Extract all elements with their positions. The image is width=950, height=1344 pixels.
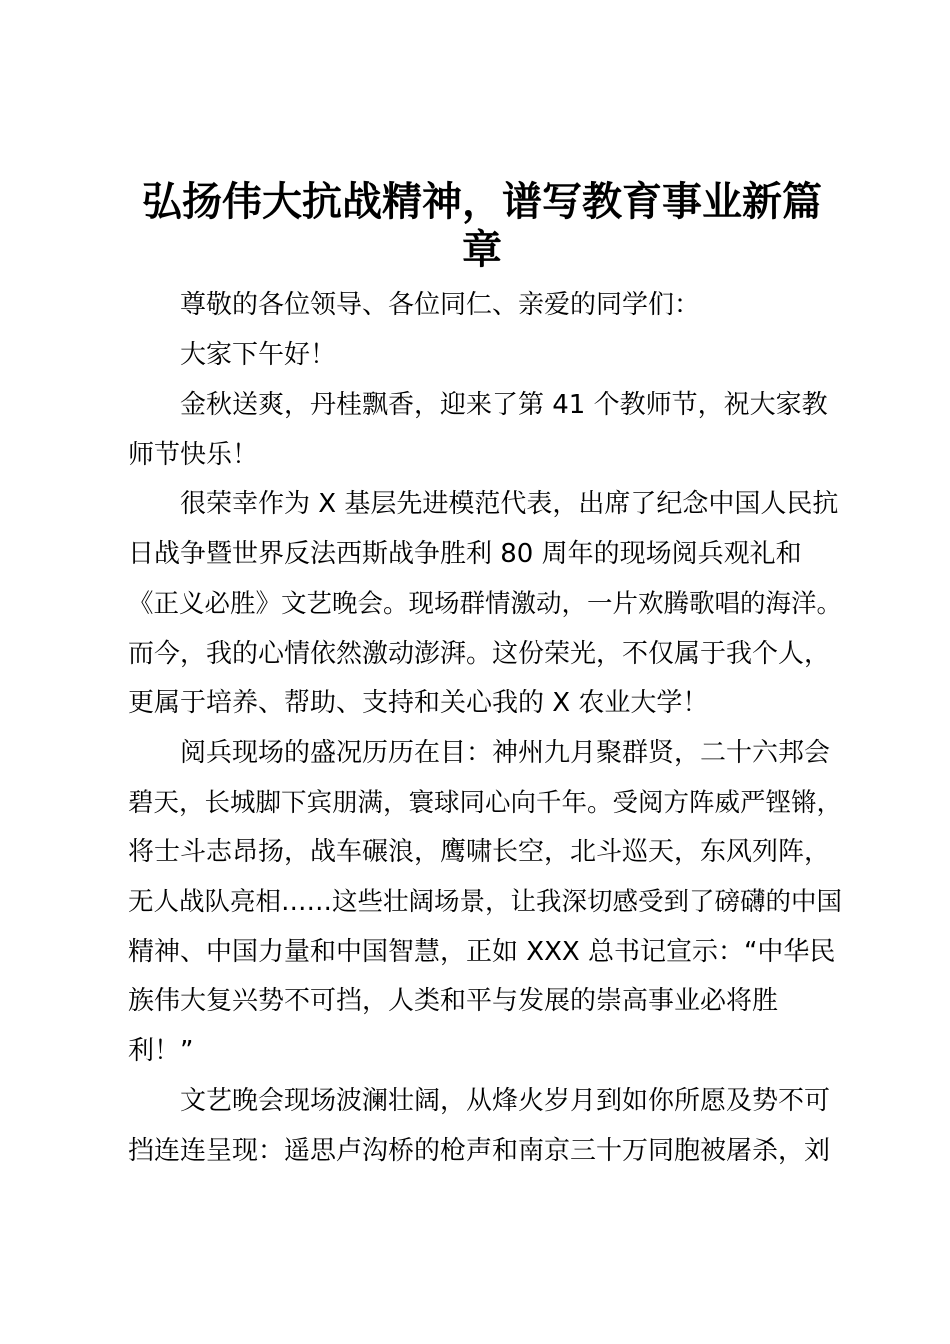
body-line: 利！” — [128, 1036, 194, 1066]
body-line: 大家下午好！ — [128, 340, 337, 370]
body-line: 而今，我的心情依然激动澎湃。这份荣光，不仅属于我个人， — [128, 639, 831, 669]
body-line: 《正义必胜》文艺晚会。现场群情激动，一片欢腾歌唱的海洋。 — [128, 589, 843, 619]
body-line: 文艺晚会现场波澜壮阔，从烽火岁月到如你所愿及势不可 — [128, 1086, 831, 1116]
title-line-2: 章 — [462, 227, 502, 273]
body-line: 很荣幸作为 X 基层先进模范代表，出席了纪念中国人民抗 — [128, 489, 839, 519]
document-title — [120, 178, 844, 274]
body-line: 日战争暨世界反法西斯战争胜利 80 周年的现场阅兵观礼和 — [128, 539, 802, 569]
title-line-1: 弘扬伟大抗战精神，谱写教育事业新篇 — [142, 179, 822, 225]
body-line: 挡连连呈现：遥思卢沟桥的枪声和南京三十万同胞被屠杀，刘 — [128, 1136, 831, 1166]
body-line: 碧天，长城脚下宾朋满，寰球同心向千年。受阅方阵威严铿锵， — [128, 788, 843, 818]
body-line: 金秋送爽，丹桂飘香，迎来了第 41 个教师节，祝大家教 — [128, 390, 828, 420]
body-line: 更属于培养、帮助、支持和关心我的 X 农业大学！ — [128, 688, 709, 718]
body-line: 尊敬的各位领导、各位同仁、亲爱的同学们： — [128, 290, 701, 320]
body-line: 阅兵现场的盛况历历在目：神州九月聚群贤，二十六邦会 — [128, 738, 831, 768]
body-line: 族伟大复兴势不可挡，人类和平与发展的崇高事业必将胜 — [128, 986, 779, 1016]
body-line: 师节快乐！ — [128, 440, 259, 470]
body-line: 无人战队亮相……这些壮阔场景，让我深切感受到了磅礴的中国 — [128, 887, 843, 917]
body-line: 将士斗志昂扬，战车碾浪，鹰啸长空，北斗巡天，东风列阵， — [128, 837, 831, 867]
body-line: 精神、中国力量和中国智慧，正如 XXX 总书记宣示：“中华民 — [128, 937, 836, 967]
